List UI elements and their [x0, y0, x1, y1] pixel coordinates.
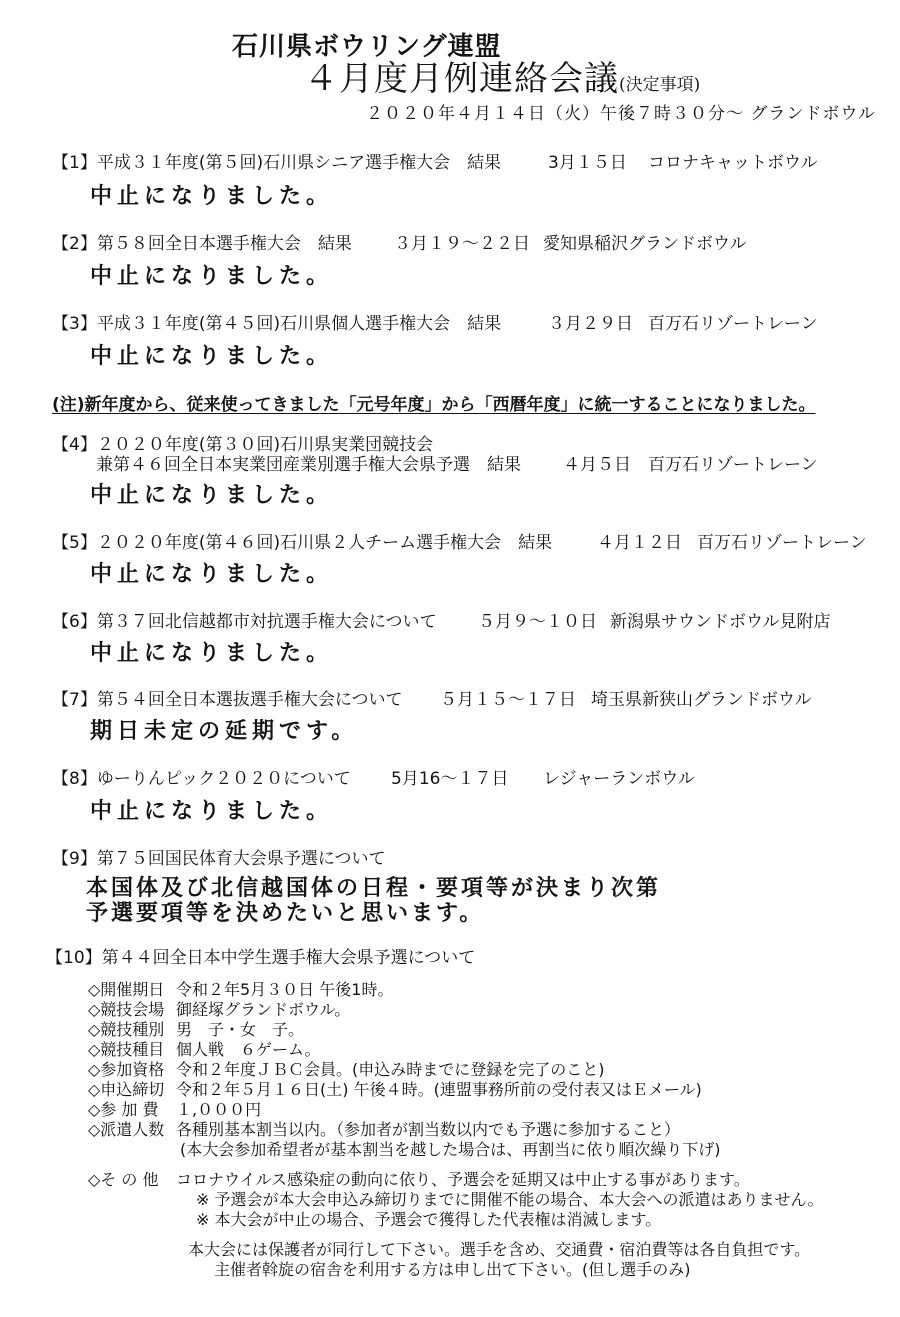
section-8-venue: レジャーランボウル	[543, 769, 695, 789]
detail-value: 個人戦 ６ゲーム。	[176, 1040, 321, 1059]
section-4-venue: 百万石リゾートレーン	[648, 455, 818, 475]
section-number: 【2】	[52, 234, 97, 254]
section-5-header	[52, 535, 552, 552]
section-7-result: 期日未定の延期です。	[90, 719, 359, 744]
section-8-date: 5月16～１７日	[391, 769, 509, 789]
section-number: 【8】	[52, 769, 97, 789]
detail-key: ◇開催期日	[88, 980, 165, 999]
title-main: ４月度月例連絡会議	[304, 59, 619, 99]
year-format-note: (注)新年度から、従来使ってきました「元号年度」から「西暦年度」に統一することになりました。	[52, 395, 816, 415]
detail-value: コロナウイルス感染症の動向に依り、予選会を延期又は中止する事があります。	[176, 1170, 750, 1189]
section-1-result: 中止になりました。	[90, 184, 334, 209]
section-number: 【3】	[52, 314, 97, 334]
section-6-header	[52, 614, 437, 631]
section-7-venue: 埼玉県新狭山グランドボウル	[591, 690, 812, 710]
section-number: 【7】	[52, 690, 97, 710]
section-title: 第３７回北信越都市対抗選手権大会について	[96, 612, 437, 632]
detail-key: ◇派遣人数	[88, 1120, 165, 1139]
section-title: 第５４回全日本選抜選手権大会について	[96, 690, 403, 710]
detail-key: ◇競技種別	[88, 1020, 165, 1039]
section-1-date: 3月１５日	[548, 153, 627, 173]
section-5-result: 中止になりました。	[90, 562, 334, 587]
other-row	[88, 1172, 750, 1188]
section-title: 平成３１年度(第５回)石川県シニア選手権大会 結果	[96, 153, 502, 173]
title-subtitle: (決定事項)	[619, 75, 701, 95]
section-9-body-line2: 予選要項等を決めたいと思います。	[86, 901, 485, 926]
meeting-datetime-venue: ２０２０年４月１４日（火）午後７時３０分～ グランドボウル	[366, 104, 876, 124]
section-title: 平成３１年度(第４５回)石川県個人選手権大会 結果	[96, 314, 502, 334]
section-7-header	[52, 692, 403, 709]
detail-row	[88, 1002, 350, 1018]
detail-row	[88, 1122, 680, 1138]
section-6-result: 中止になりました。	[90, 641, 334, 666]
detail-key: ◇参 加 費	[88, 1100, 159, 1119]
section-number: 【5】	[52, 533, 97, 553]
detail-key: ◇競技種目	[88, 1040, 165, 1059]
section-2-venue: 愛知県稲沢グランドボウル	[543, 234, 747, 254]
footer-line-2: 主催者斡旋の宿舎を利用する方は申し出て下さい。(但し選手のみ)	[214, 1260, 691, 1279]
detail-value: 各種別基本割当以内。（参加者が割当数以内でも予選に参加すること）	[176, 1120, 681, 1139]
dispatch-note: (本大会参加希望者が基本割当を越した場合は、再割当に依り順次繰り下げ)	[180, 1140, 721, 1159]
footer-line-1: 本大会には保護者が同行して下さい。選手を含め、交通費・宿泊費等は各自負担です。	[188, 1240, 811, 1259]
section-9-header	[52, 851, 386, 868]
other-note-1: ※ 予選会が本大会申込み締切りまでに開催不能の場合、本大会への派遣はありません。	[196, 1190, 824, 1209]
section-title: ２０２０年度(第３０回)石川県実業団競技会	[96, 435, 434, 455]
detail-row	[88, 1042, 320, 1058]
detail-key: ◇そ の 他	[88, 1170, 159, 1189]
section-title: ゆーりんピック２０２０について	[96, 769, 351, 789]
section-2-header	[52, 236, 352, 253]
section-2-date: ３月１９～２２日	[394, 234, 530, 254]
detail-key: ◇申込締切	[88, 1080, 165, 1099]
detail-value: 令和２年5月３０日 午後1時。	[176, 980, 394, 999]
section-4-header	[52, 437, 433, 454]
other-note-2: ※ 本大会が中止の場合、予選会で獲得した代表権は消滅します。	[196, 1210, 662, 1229]
section-9-body-line1: 本国体及び北信越国体の日程・要項等が決まり次第	[86, 876, 662, 901]
section-5-date: ４月１２日	[597, 533, 682, 553]
section-number: 【1】	[52, 153, 97, 173]
detail-value: １,０００円	[176, 1100, 262, 1119]
section-6-date: ５月９～１０日	[478, 612, 597, 632]
section-number: 【4】	[52, 435, 97, 455]
detail-row	[88, 1022, 304, 1038]
section-1-header	[52, 155, 501, 172]
section-number: 【6】	[52, 612, 97, 632]
document-title	[304, 59, 701, 99]
detail-value: 男 子・女 子。	[176, 1020, 305, 1039]
section-10-header	[46, 950, 475, 967]
detail-key: ◇参加資格	[88, 1060, 165, 1079]
section-7-date: ５月１５～１７日	[440, 690, 576, 710]
section-2-result: 中止になりました。	[90, 264, 334, 289]
section-title: 第４４回全日本中学生選手権大会県予選について	[101, 948, 476, 968]
organization-name: 石川県ボウリング連盟	[232, 32, 502, 62]
section-number: 【10】	[46, 948, 102, 968]
detail-value: 令和２年度ＪＢＣ会員。(申込み時までに登録を完了のこと)	[176, 1060, 605, 1079]
section-title: 第７５回国民体育大会県予選について	[96, 849, 386, 869]
section-title: ２０２０年度(第４６回)石川県２人チーム選手権大会 結果	[96, 533, 553, 553]
section-8-header	[52, 771, 351, 788]
section-number: 【9】	[52, 849, 97, 869]
detail-value: 御経塚グランドボウル。	[176, 1000, 351, 1019]
section-title: 第５８回全日本選手権大会 結果	[96, 234, 352, 254]
section-3-venue: 百万石リゾートレーン	[648, 314, 818, 334]
section-3-date: ３月２９日	[548, 314, 633, 334]
detail-row	[88, 982, 393, 998]
section-4-date: ４月５日	[563, 455, 631, 475]
detail-row	[88, 1082, 702, 1098]
detail-key: ◇競技会場	[88, 1000, 165, 1019]
section-3-result: 中止になりました。	[90, 344, 334, 369]
detail-row	[88, 1062, 605, 1078]
detail-value: 令和２年５月１６日(土) 午後４時。(連盟事務所前の受付表又はＥメール)	[176, 1080, 702, 1099]
section-8-result: 中止になりました。	[90, 799, 334, 824]
section-3-header	[52, 316, 501, 333]
section-1-venue: コロナキャットボウル	[648, 153, 818, 173]
section-4-result: 中止になりました。	[90, 483, 334, 508]
section-4-title-line2: 兼第４６回全日本実業団産業別選手権大会県予選 結果	[96, 455, 521, 475]
detail-row	[88, 1102, 261, 1118]
section-6-venue: 新潟県サウンドボウル見附店	[610, 612, 831, 632]
section-5-venue: 百万石リゾートレーン	[697, 533, 867, 553]
